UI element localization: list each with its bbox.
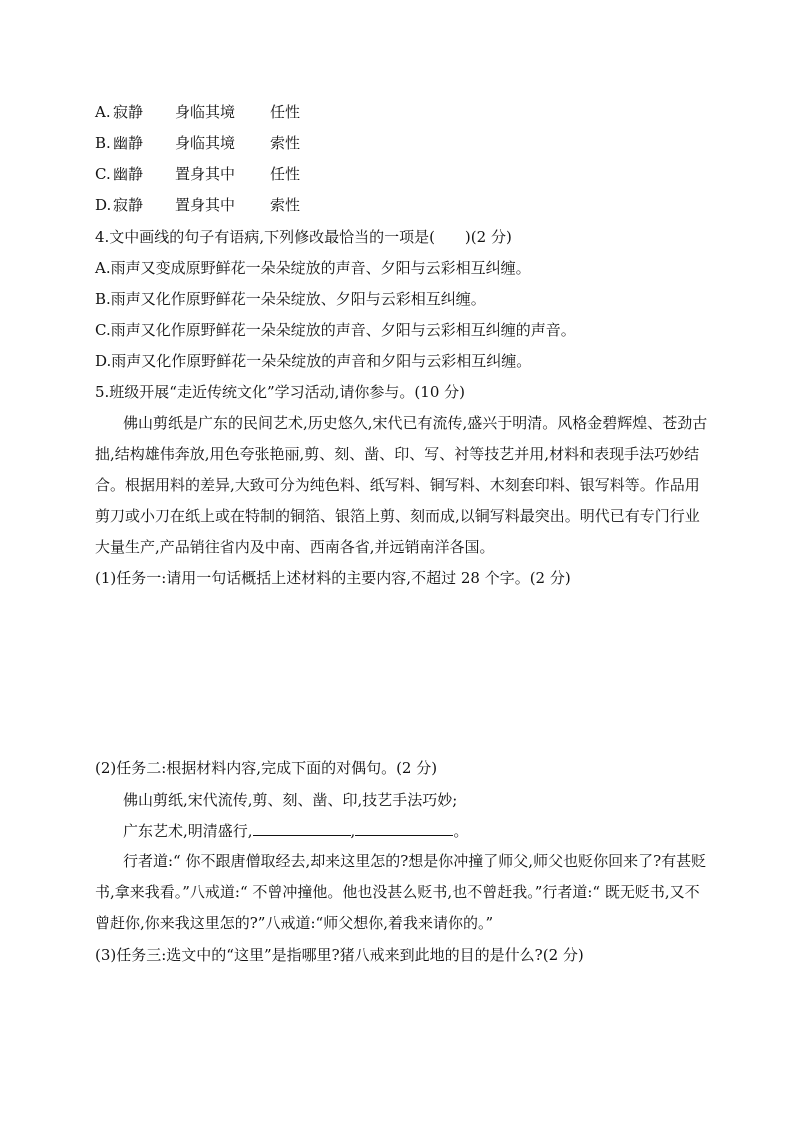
option-a: A. 寂静 身临其境 任性 <box>95 103 301 121</box>
couplet-line-2: 广东艺术,明清盛行, , 。 <box>123 822 469 840</box>
couplet-line-2-prefix: 广东艺术,明清盛行, <box>123 822 253 840</box>
q5-task2: (2)任务二:根据材料内容,完成下面的对偶句。(2 分) <box>95 759 438 777</box>
option-d: D. 寂静 置身其中 索性 <box>95 196 301 214</box>
q5-material: 佛山剪纸是广东的民间艺术,历史悠久,宋代已有流传,盛兴于明清。风格金碧辉煌、苍劲古拙,结构雄伟奔放,用色夸张艳丽,剪、刻、凿、印、写、衬等技艺并用,材料和表现手法巧妙结合。根据用料的差异,大致可分为纯色料、纸写料、铜写料、木刻套印料、银写料等。作品用剪刀或小刀在纸上或在特制的铜箔、银箔上剪、刻而成,以铜写料最突出。明代已有专门行业大量生产,产品销往省内及中南、西南各省,并远销南洋各国。 <box>95 414 708 556</box>
q4-option-b: B.雨声又化作原野鲜花一朵朵绽放、夕阳与云彩相互纠缠。 <box>95 290 486 308</box>
q4-option-a: A.雨声又变成原野鲜花一朵朵绽放的声音、夕阳与云彩相互纠缠。 <box>95 259 531 277</box>
q5-task3: (3)任务三:选文中的“这里”是指哪里?猪八戒来到此地的目的是什么?(2 分) <box>95 946 584 964</box>
answer-blank-2[interactable] <box>355 821 453 836</box>
q5-stem: 5.班级开展“走近传统文化”学习活动,请你参与。(10 分) <box>95 383 465 401</box>
option-c: C. 幽静 置身其中 任性 <box>95 165 301 183</box>
q4-option-c: C.雨声又化作原野鲜花一朵朵绽放的声音、夕阳与云彩相互纠缠的声音。 <box>95 321 576 339</box>
q4-option-d: D.雨声又化作原野鲜花一朵朵绽放的声音和夕阳与云彩相互纠缠。 <box>95 352 532 370</box>
option-b: B. 幽静 身临其境 索性 <box>95 134 301 152</box>
answer-blank-1[interactable] <box>253 821 351 836</box>
couplet-line-1: 佛山剪纸,宋代流传,剪、刻、凿、印,技艺手法巧妙; <box>123 791 458 809</box>
q5-task1: (1)任务一:请用一句话概括上述材料的主要内容,不超过 28 个字。(2 分) <box>95 569 571 587</box>
dialogue-excerpt: 行者道:“ 你不跟唐僧取经去,却来这里怎的?想是你冲撞了师父,师父也贬你回来了?有甚贬书,拿来我看。”八戒道:“ 不曾冲撞他。他也没甚么贬书,也不曾赶我。”行者道:“ 既无贬书,又不曾赶你,你来我这里怎的?”八戒道:“师父想你,着我来请你的。” <box>95 852 707 932</box>
q4-stem: 4.文中画线的句子有语病,下列修改最恰当的一项是( )(2 分) <box>95 228 512 246</box>
